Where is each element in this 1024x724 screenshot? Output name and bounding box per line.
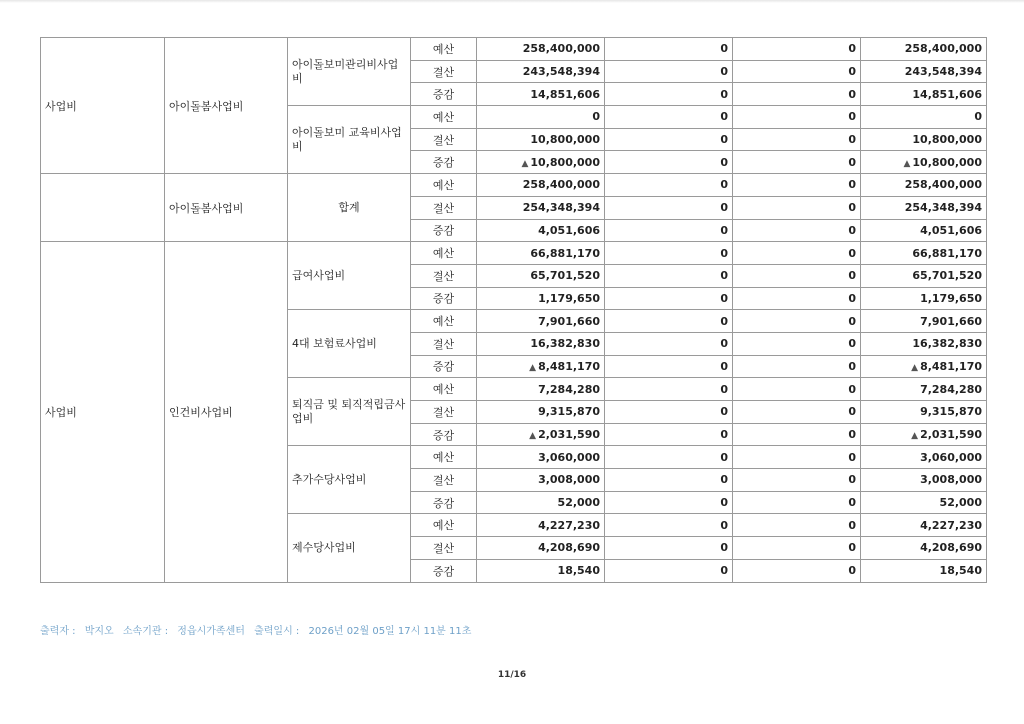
- row-type-label: 증감: [411, 287, 477, 310]
- amount-value: 243,548,394: [904, 65, 982, 79]
- item-name-cell: 추가수당사업비: [288, 446, 411, 514]
- amount-value: 0: [720, 155, 728, 169]
- amount-value: 18,540: [557, 564, 600, 578]
- item-name-cell: 퇴직금 및 퇴직적립금사업비: [288, 378, 411, 446]
- amount-cell: [605, 332, 733, 355]
- category-level1-cell: 사업비: [41, 38, 165, 174]
- amount-cell: [861, 151, 987, 174]
- amount-cell: [861, 174, 987, 197]
- amount-value: 7,901,660: [920, 314, 982, 328]
- amount-value: 0: [720, 564, 728, 578]
- amount-cell: [733, 355, 861, 378]
- amount-value: 0: [848, 405, 856, 419]
- amount-value: 243,548,394: [522, 65, 600, 79]
- amount-value: 258,400,000: [522, 42, 600, 56]
- amount-value: 2,031,590: [920, 428, 982, 442]
- amount-cell: [861, 242, 987, 265]
- page-number: 11/16: [497, 670, 527, 680]
- amount-cell: [861, 310, 987, 333]
- amount-cell: [477, 60, 605, 83]
- amount-cell: [861, 514, 987, 537]
- budget-settlement-table: [40, 37, 987, 583]
- amount-cell: [605, 83, 733, 106]
- amount-cell: [605, 378, 733, 401]
- amount-cell: [733, 174, 861, 197]
- amount-value: 3,060,000: [920, 450, 982, 464]
- amount-value: 258,400,000: [904, 178, 982, 192]
- amount-cell: [605, 310, 733, 333]
- row-type-label: 증감: [411, 423, 477, 446]
- amount-value: 0: [720, 246, 728, 260]
- amount-cell: [605, 355, 733, 378]
- amount-value: 0: [848, 450, 856, 464]
- amount-value: 258,400,000: [522, 178, 600, 192]
- amount-value: 0: [720, 428, 728, 442]
- table-body: [41, 38, 987, 583]
- amount-cell: [605, 219, 733, 242]
- amount-value: 1,179,650: [538, 291, 600, 305]
- amount-value: 4,227,230: [920, 518, 982, 532]
- amount-cell: [733, 83, 861, 106]
- amount-cell: [605, 537, 733, 560]
- decrease-marker-icon: ▲: [903, 158, 911, 169]
- amount-value: 66,881,170: [530, 246, 600, 260]
- amount-cell: [477, 83, 605, 106]
- amount-cell: [861, 83, 987, 106]
- printer-name: 박지오: [84, 626, 114, 637]
- amount-cell: [861, 264, 987, 287]
- amount-cell: [605, 174, 733, 197]
- amount-cell: [861, 355, 987, 378]
- amount-cell: [861, 60, 987, 83]
- amount-value: 0: [720, 314, 728, 328]
- row-type-label: 예산: [411, 38, 477, 61]
- amount-value: 10,800,000: [530, 133, 600, 147]
- printer-label: 출력자 :: [40, 626, 76, 637]
- row-type-label: 증감: [411, 219, 477, 242]
- amount-cell: [861, 106, 987, 129]
- amount-cell: [477, 151, 605, 174]
- amount-cell: [733, 559, 861, 582]
- print-info-footer: [40, 622, 477, 637]
- amount-value: 2,031,590: [538, 428, 600, 442]
- amount-cell: [861, 332, 987, 355]
- table-row: [41, 174, 987, 197]
- category-level2-cell: 아이돌봄사업비: [165, 38, 288, 174]
- amount-value: 52,000: [939, 496, 982, 510]
- amount-cell: [605, 446, 733, 469]
- amount-value: 0: [848, 65, 856, 79]
- item-name-cell: 급여사업비: [288, 242, 411, 310]
- amount-value: 0: [720, 110, 728, 124]
- amount-cell: [477, 174, 605, 197]
- amount-value: 14,851,606: [912, 87, 982, 101]
- amount-cell: [861, 219, 987, 242]
- amount-cell: [477, 38, 605, 61]
- decrease-marker-icon: ▲: [911, 431, 919, 442]
- amount-value: 0: [974, 110, 982, 124]
- amount-value: 0: [720, 496, 728, 510]
- category-level2-cell: 아이돌봄사업비: [165, 174, 288, 242]
- amount-cell: [477, 378, 605, 401]
- amount-cell: [861, 559, 987, 582]
- amount-value: 0: [848, 178, 856, 192]
- amount-cell: [861, 423, 987, 446]
- amount-value: 14,851,606: [530, 87, 600, 101]
- amount-cell: [733, 491, 861, 514]
- amount-value: 0: [848, 541, 856, 555]
- print-date-value: 2026년 02월 05일 17시 11분 11초: [308, 626, 472, 637]
- amount-value: 0: [848, 496, 856, 510]
- row-type-label: 결산: [411, 332, 477, 355]
- amount-cell: [477, 491, 605, 514]
- amount-value: 8,481,170: [920, 359, 982, 373]
- amount-value: 4,227,230: [538, 518, 600, 532]
- amount-cell: [605, 38, 733, 61]
- amount-value: 65,701,520: [530, 269, 600, 283]
- amount-value: 7,901,660: [538, 314, 600, 328]
- amount-value: 9,315,870: [538, 405, 600, 419]
- amount-cell: [861, 401, 987, 424]
- item-name-cell: 제수당사업비: [288, 514, 411, 582]
- amount-value: 4,208,690: [920, 541, 982, 555]
- amount-value: 0: [848, 473, 856, 487]
- amount-value: 10,800,000: [912, 155, 982, 169]
- amount-cell: [733, 469, 861, 492]
- amount-value: 0: [720, 359, 728, 373]
- amount-value: 52,000: [557, 496, 600, 510]
- amount-value: 0: [848, 110, 856, 124]
- amount-value: 0: [848, 564, 856, 578]
- item-name-cell: 아이돌보미관리비사업비: [288, 38, 411, 106]
- amount-value: 0: [720, 65, 728, 79]
- row-type-label: 예산: [411, 378, 477, 401]
- table-row: [41, 242, 987, 265]
- org-label: 소속기관 :: [122, 626, 169, 637]
- amount-value: 0: [720, 178, 728, 192]
- amount-value: 0: [848, 42, 856, 56]
- amount-value: 4,208,690: [538, 541, 600, 555]
- amount-cell: [605, 60, 733, 83]
- amount-cell: [477, 355, 605, 378]
- amount-cell: [733, 537, 861, 560]
- row-type-label: 결산: [411, 537, 477, 560]
- amount-value: 0: [720, 223, 728, 237]
- row-type-label: 예산: [411, 242, 477, 265]
- amount-cell: [733, 332, 861, 355]
- amount-value: 0: [720, 291, 728, 305]
- amount-value: 7,284,280: [538, 382, 600, 396]
- amount-cell: [477, 264, 605, 287]
- row-type-label: 예산: [411, 310, 477, 333]
- item-name-cell: 4대 보험료사업비: [288, 310, 411, 378]
- item-name-cell: 합계: [288, 174, 411, 242]
- row-type-label: 결산: [411, 128, 477, 151]
- amount-value: 0: [720, 133, 728, 147]
- amount-cell: [477, 423, 605, 446]
- row-type-label: 결산: [411, 264, 477, 287]
- amount-cell: [733, 219, 861, 242]
- amount-cell: [605, 264, 733, 287]
- org-name: 정읍시가족센터: [177, 626, 245, 637]
- amount-cell: [861, 378, 987, 401]
- amount-cell: [861, 537, 987, 560]
- amount-value: 254,348,394: [522, 201, 600, 215]
- amount-value: 0: [720, 42, 728, 56]
- amount-cell: [477, 537, 605, 560]
- amount-cell: [861, 38, 987, 61]
- amount-value: 0: [720, 201, 728, 215]
- amount-cell: [605, 514, 733, 537]
- amount-value: 4,051,606: [538, 223, 600, 237]
- amount-cell: [605, 401, 733, 424]
- amount-value: 0: [848, 87, 856, 101]
- amount-cell: [605, 196, 733, 219]
- row-type-label: 증감: [411, 83, 477, 106]
- amount-cell: [477, 287, 605, 310]
- amount-value: 0: [848, 428, 856, 442]
- amount-value: 0: [848, 337, 856, 351]
- category-level1-cell: 사업비: [41, 242, 165, 582]
- amount-cell: [733, 310, 861, 333]
- category-level2-cell: 인건비사업비: [165, 242, 288, 582]
- amount-cell: [477, 310, 605, 333]
- row-type-label: 증감: [411, 355, 477, 378]
- row-type-label: 결산: [411, 60, 477, 83]
- amount-value: 0: [720, 405, 728, 419]
- amount-cell: [605, 106, 733, 129]
- amount-value: 65,701,520: [912, 269, 982, 283]
- amount-cell: [477, 128, 605, 151]
- amount-value: 0: [720, 518, 728, 532]
- amount-value: 1,179,650: [920, 291, 982, 305]
- amount-cell: [861, 446, 987, 469]
- amount-cell: [477, 219, 605, 242]
- amount-value: 0: [720, 269, 728, 283]
- amount-value: 0: [848, 223, 856, 237]
- amount-cell: [477, 106, 605, 129]
- decrease-marker-icon: ▲: [529, 431, 537, 442]
- row-type-label: 증감: [411, 151, 477, 174]
- row-type-label: 예산: [411, 174, 477, 197]
- amount-cell: [733, 60, 861, 83]
- amount-value: 0: [848, 382, 856, 396]
- amount-value: 16,382,830: [912, 337, 982, 351]
- amount-value: 3,008,000: [920, 473, 982, 487]
- amount-value: 4,051,606: [920, 223, 982, 237]
- amount-value: 258,400,000: [904, 42, 982, 56]
- amount-cell: [733, 242, 861, 265]
- amount-value: 9,315,870: [920, 405, 982, 419]
- amount-cell: [477, 196, 605, 219]
- amount-cell: [733, 514, 861, 537]
- amount-value: 0: [848, 291, 856, 305]
- amount-value: 0: [592, 110, 600, 124]
- top-scan-edge: [0, 0, 1024, 3]
- amount-value: 0: [720, 382, 728, 396]
- amount-cell: [733, 196, 861, 219]
- amount-value: 0: [720, 541, 728, 555]
- decrease-marker-icon: ▲: [911, 362, 919, 373]
- amount-cell: [477, 401, 605, 424]
- row-type-label: 예산: [411, 446, 477, 469]
- amount-value: 10,800,000: [912, 133, 982, 147]
- amount-cell: [861, 491, 987, 514]
- amount-cell: [733, 264, 861, 287]
- amount-value: 0: [848, 518, 856, 532]
- table-row: [41, 38, 987, 61]
- amount-value: 10,800,000: [530, 155, 600, 169]
- amount-cell: [733, 128, 861, 151]
- decrease-marker-icon: ▲: [529, 362, 537, 373]
- amount-cell: [477, 446, 605, 469]
- amount-cell: [605, 287, 733, 310]
- amount-value: 0: [848, 201, 856, 215]
- amount-cell: [861, 196, 987, 219]
- amount-cell: [733, 287, 861, 310]
- amount-value: 66,881,170: [912, 246, 982, 260]
- amount-value: 254,348,394: [904, 201, 982, 215]
- row-type-label: 예산: [411, 514, 477, 537]
- amount-cell: [477, 332, 605, 355]
- category-level1-cell: [41, 174, 165, 242]
- row-type-label: 증감: [411, 491, 477, 514]
- amount-value: 18,540: [939, 564, 982, 578]
- row-type-label: 결산: [411, 469, 477, 492]
- amount-value: 0: [720, 450, 728, 464]
- print-date-label: 출력일시 :: [254, 626, 300, 637]
- amount-cell: [605, 423, 733, 446]
- amount-cell: [733, 106, 861, 129]
- amount-cell: [477, 469, 605, 492]
- amount-value: 16,382,830: [530, 337, 600, 351]
- amount-cell: [861, 128, 987, 151]
- amount-value: 0: [720, 337, 728, 351]
- amount-cell: [477, 242, 605, 265]
- amount-cell: [605, 469, 733, 492]
- amount-cell: [733, 378, 861, 401]
- amount-cell: [733, 446, 861, 469]
- amount-value: 8,481,170: [538, 359, 600, 373]
- amount-value: 0: [720, 473, 728, 487]
- amount-cell: [605, 491, 733, 514]
- amount-value: 0: [848, 155, 856, 169]
- row-type-label: 예산: [411, 106, 477, 129]
- amount-cell: [605, 242, 733, 265]
- amount-value: 0: [848, 133, 856, 147]
- amount-cell: [861, 287, 987, 310]
- amount-value: 3,060,000: [538, 450, 600, 464]
- amount-value: 0: [848, 314, 856, 328]
- row-type-label: 증감: [411, 559, 477, 582]
- amount-cell: [605, 151, 733, 174]
- amount-cell: [733, 151, 861, 174]
- row-type-label: 결산: [411, 196, 477, 219]
- amount-value: 3,008,000: [538, 473, 600, 487]
- amount-cell: [605, 559, 733, 582]
- amount-cell: [733, 38, 861, 61]
- amount-value: 0: [848, 269, 856, 283]
- amount-cell: [477, 559, 605, 582]
- amount-cell: [733, 423, 861, 446]
- amount-cell: [861, 469, 987, 492]
- amount-cell: [733, 401, 861, 424]
- amount-value: 0: [848, 246, 856, 260]
- amount-value: 0: [848, 359, 856, 373]
- amount-cell: [605, 128, 733, 151]
- decrease-marker-icon: ▲: [521, 158, 529, 169]
- amount-cell: [477, 514, 605, 537]
- item-name-cell: 아이돌보미 교육비사업비: [288, 106, 411, 174]
- amount-value: 7,284,280: [920, 382, 982, 396]
- amount-value: 0: [720, 87, 728, 101]
- row-type-label: 결산: [411, 401, 477, 424]
